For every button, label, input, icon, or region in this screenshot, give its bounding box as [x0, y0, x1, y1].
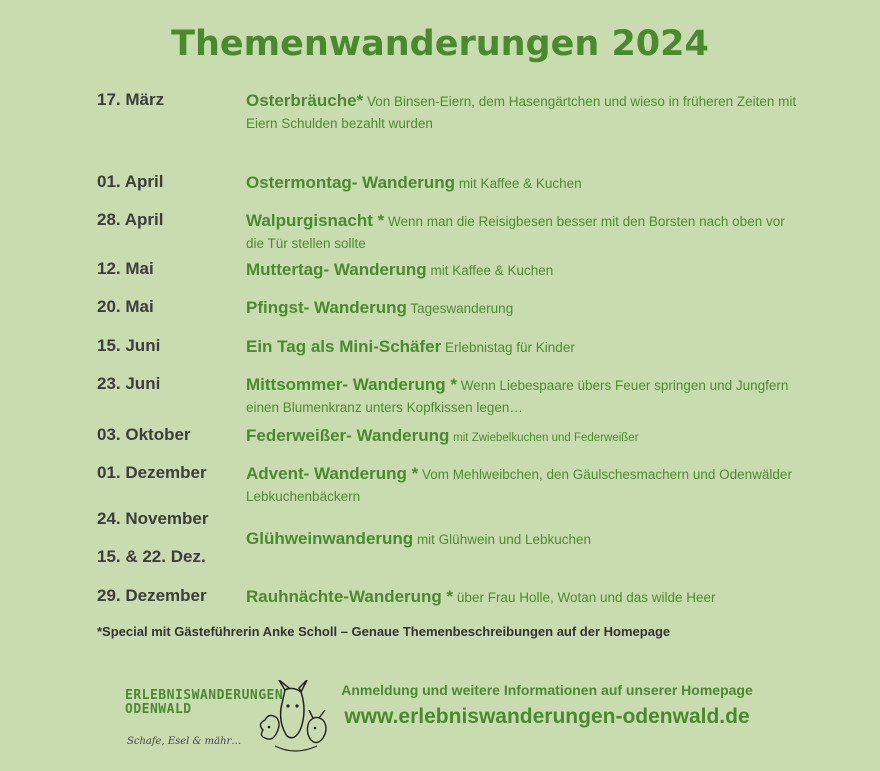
event-date: 01. Dezember: [97, 463, 207, 482]
event-description: mit Kaffee & Kuchen: [430, 263, 554, 278]
logo-line2: ODENWALD: [125, 702, 192, 717]
event-info: [246, 210, 806, 255]
event-description: Wenn man die Reisigbesen besser mit den Borsten nach oben vor die Tür stellen sollte: [246, 214, 785, 251]
event-info: [246, 425, 806, 449]
event-info: [246, 172, 806, 195]
event-info: [246, 528, 806, 551]
logo: [125, 680, 335, 762]
event-description: Tageswanderung: [410, 301, 514, 316]
event-name: Rauhnächte-Wanderung *: [246, 587, 454, 606]
event-date: 20. Mai: [97, 297, 154, 316]
event-name: Glühweinwanderung: [246, 529, 414, 548]
event-info: [246, 374, 806, 419]
event-description: Vom Mehlweibchen, den Gäulschesmachern und Odenwälder Lebkuchenbäckern: [246, 467, 792, 504]
logo-line1: ERLEBNISWANDERUNGEN: [125, 688, 284, 703]
event-name: Ostermontag- Wanderung: [246, 173, 456, 192]
event-description: mit Glühwein und Lebkuchen: [416, 532, 592, 547]
event-date: 03. Oktober: [97, 425, 191, 444]
event-description: Wenn Liebespaare übers Feuer springen und Jungfern einen Blumenkranz unters Kopfkissen legen…: [246, 378, 789, 415]
event-name: Federweißer- Wanderung: [246, 426, 450, 445]
event-description: Erlebnistag für Kinder: [445, 340, 575, 355]
page-title: Themenwanderungen 2024: [171, 24, 709, 64]
event-info: [246, 90, 806, 135]
special-note: *Special mit Gästeführerin Anke Scholl – Genaue Themenbeschreibungen auf der Homepage: [97, 624, 671, 639]
event-name: Walpurgisnacht *: [246, 211, 385, 230]
event-date: 01. April: [97, 172, 164, 191]
event-info: [246, 259, 806, 282]
registration-info: Anmeldung und weitere Informationen auf unserer Homepage: [341, 682, 753, 698]
event-name: Osterbräuche*: [246, 91, 364, 110]
homepage-url[interactable]: www.erlebniswanderungen-odenwald.de: [344, 705, 750, 728]
event-info: [246, 586, 806, 609]
event-date: 29. Dezember: [97, 586, 207, 605]
event-date: 15. Juni: [97, 336, 161, 355]
event-date: 23. Juni: [97, 374, 161, 393]
event-name: Advent- Wanderung *: [246, 464, 419, 483]
event-info: [246, 297, 806, 320]
event-name: Ein Tag als Mini-Schäfer: [246, 337, 442, 356]
event-name: Mittsommer- Wanderung *: [246, 375, 457, 394]
event-description: Von Binsen-Eiern, dem Hasengärtchen und wieso in früheren Zeiten mit Eiern Schulden bezahlt wurden: [246, 94, 797, 131]
logo-slogan: Schafe, Esel & mähr…: [127, 736, 242, 747]
event-name: Pfingst- Wanderung: [246, 298, 407, 317]
event-date: 24. November: [97, 509, 209, 528]
event-name: Muttertag- Wanderung: [246, 260, 427, 279]
event-description: mit Zwiebelkuchen und Federweißer: [453, 432, 639, 444]
event-date: 12. Mai: [97, 259, 154, 278]
event-description: mit Kaffee & Kuchen: [458, 176, 582, 191]
event-date: 17. März: [97, 90, 165, 109]
event-date: 28. April: [97, 210, 164, 229]
event-description: über Frau Holle, Wotan und das wilde Heer: [456, 590, 716, 605]
event-date-second: 15. & 22. Dez.: [97, 547, 206, 566]
event-info: [246, 463, 806, 508]
event-info: [246, 336, 806, 359]
